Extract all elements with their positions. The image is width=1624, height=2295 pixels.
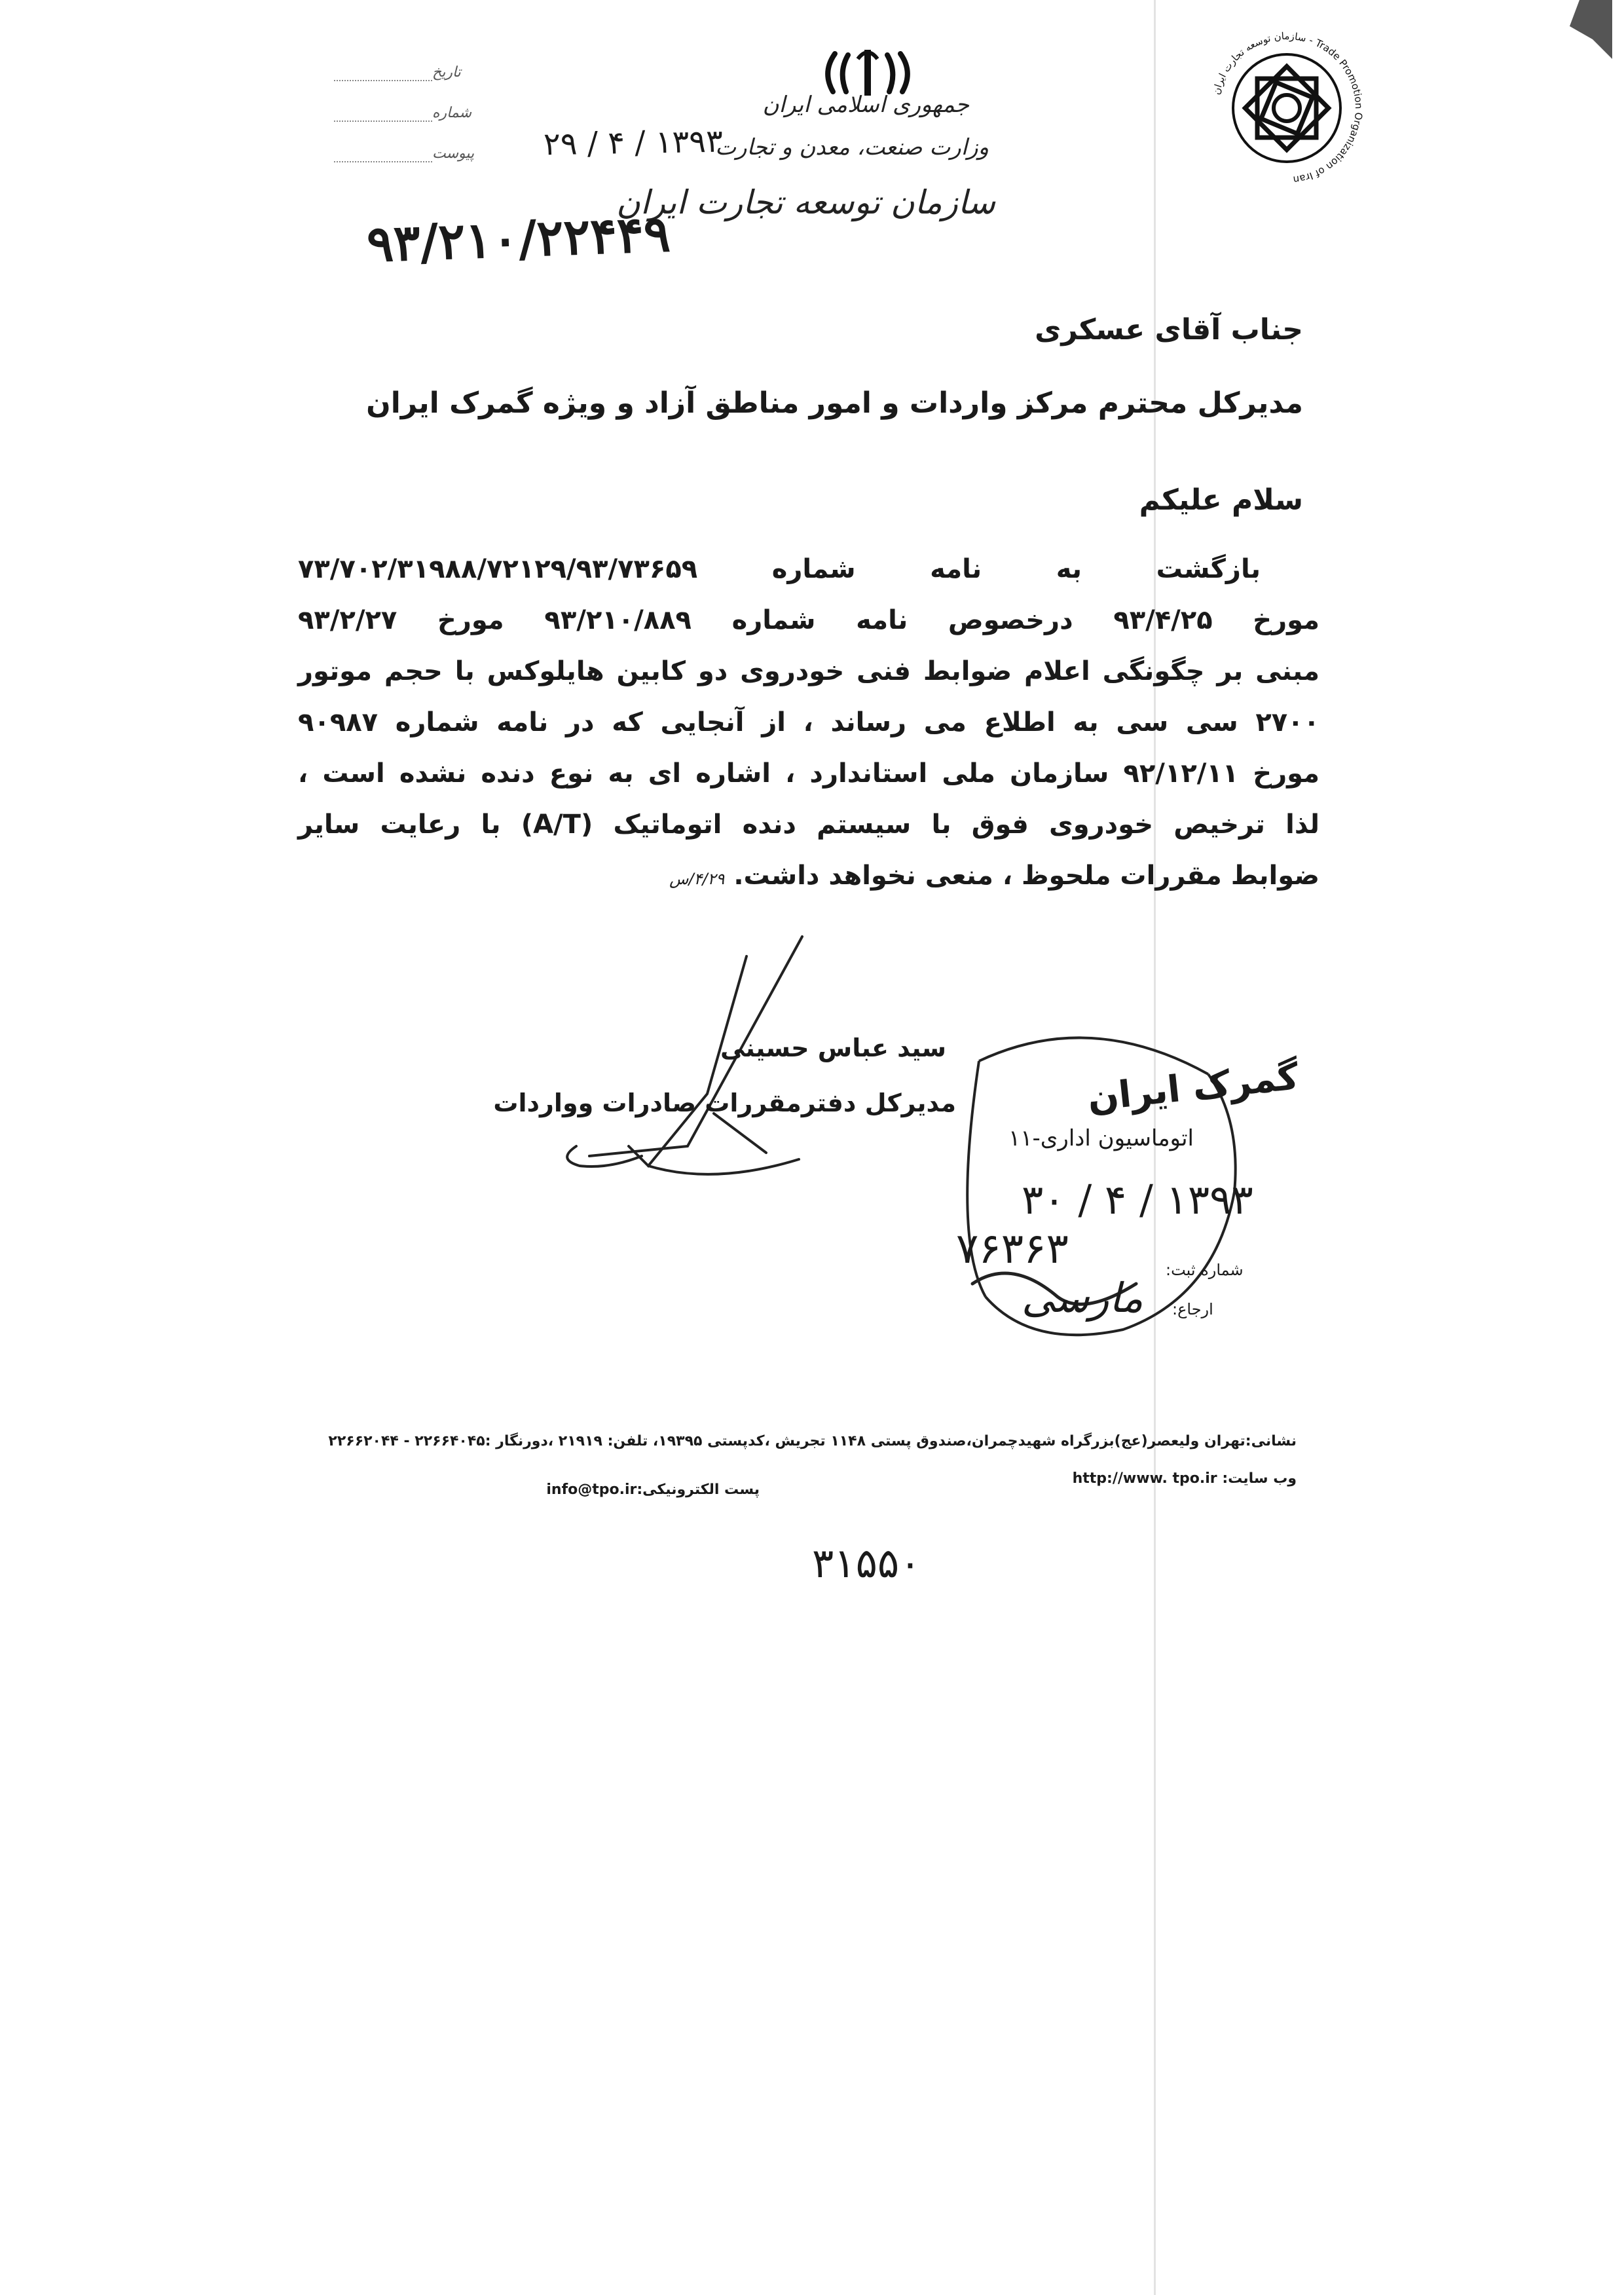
header-country: جمهوری اسلامی ایران xyxy=(762,92,969,118)
stamp-title: گمرک ایران xyxy=(1085,1055,1301,1120)
body-line: مورخ ۹۳/۴/۲۵ درخصوص نامه شماره ۹۳/۲۱۰/۸۸۹ مورخ ۹۳/۲/۲۷ xyxy=(298,605,1320,635)
footer-email xyxy=(546,1482,760,1498)
stamp-registration-label: شماره ثبت: xyxy=(1166,1261,1244,1279)
body-line: لذا ترخیص خودروی فوق با سیستم دنده اتوماتیک (A/T) با رعایت سایر xyxy=(298,810,1320,840)
signatory-name: سید عباس حسینی xyxy=(720,1034,946,1062)
footer-website xyxy=(1073,1470,1297,1487)
addressee-title: مدیرکل محترم مرکز واردات و امور مناطق آزاد و ویژه گمرک ایران xyxy=(366,386,1303,420)
stamp-date: ۱۳۹۳ / ۴ / ۳۰ xyxy=(1022,1176,1253,1223)
number-label: شماره xyxy=(432,105,472,121)
typist-initials: ۴/۲۹/س xyxy=(669,870,725,888)
footer-address: نشانی:تهران ولیعصر(عج)بزرگراه شهیدچمران،صندوق پستی ۱۱۴۸ تجریش ،کدپستی ۱۹۳۹۵، تلفن: ۲۱۹۱۹ ،دورنگار :۲۲۶۶۴۰۴۵ - ۲۲۶۶۲۰۴۴ xyxy=(328,1433,1297,1449)
body-line: مبنی بر چگونگی اعلام ضوابط فنی خودروی دو کابین هایلوکس با حجم موتور xyxy=(298,656,1320,686)
stamp-reference-handwritten: مارسی xyxy=(1022,1274,1143,1322)
signatory-title: مدیرکل دفترمقررات صادرات وواردات xyxy=(493,1089,956,1117)
letter-number-handwritten: ۹۳/۲۱۰/۲۲۴۴۹ xyxy=(365,204,672,274)
page-number-handwritten: ۳۱۵۵۰ xyxy=(812,1539,921,1587)
tpo-logo-text: سازمان توسعه تجارت ایران - Trade Promotion Organization of Iran xyxy=(1210,29,1365,186)
tpo-logo xyxy=(1205,26,1369,190)
website-link[interactable]: http://www. tpo.ir xyxy=(1072,1470,1217,1487)
greeting: سلام علیکم xyxy=(1139,483,1303,517)
stamp-reference-label: ارجاع: xyxy=(1172,1300,1213,1318)
attachment-dots xyxy=(334,161,432,162)
body-line: ۲۷۰۰ سی سی به اطلاع می رساند ، از آنجایی که در نامه شماره ۹۰۹۸۷ xyxy=(298,707,1320,737)
addressee-name: جناب آقای عسکری xyxy=(1035,313,1303,346)
tpo-logo-icon xyxy=(1205,26,1369,190)
stamp-number: ۷۶۳۶۳ xyxy=(956,1225,1069,1273)
email-link[interactable]: info@tpo.ir xyxy=(546,1482,637,1498)
letter-date-handwritten: ۱۳۹۳ / ۴ / ۲۹ xyxy=(543,122,724,163)
scan-corner-mark xyxy=(1566,0,1612,59)
body-line: مورخ ۹۲/۱۲/۱۱ سازمان ملی استاندارد ، اشاره ای به نوع دنده نشده است ، xyxy=(298,758,1320,789)
body-line: بازگشت به نامه شماره ۷۳/۷۰۲/۳۱۹۸۸/۷۲۱۲۹/۹۳/۷۳۶۵۹ xyxy=(298,554,1261,584)
letter-body xyxy=(298,544,1320,905)
body-line-last xyxy=(298,850,1320,905)
number-dots xyxy=(334,121,432,122)
website-label: وب سایت: xyxy=(1222,1470,1297,1487)
iran-emblem-icon xyxy=(819,46,917,98)
email-label: پست الکترونیکی: xyxy=(637,1482,760,1498)
stamp-subtitle: اتوماسیون اداری-۱۱ xyxy=(1008,1125,1194,1151)
body-line: ضوابط مقررات ملحوظ ، منعی نخواهد داشت. xyxy=(733,861,1320,891)
header-ministry: وزارت صنعت، معدن و تجارت xyxy=(715,134,989,160)
header-organization: سازمان توسعه تجارت ایران xyxy=(616,183,995,221)
date-label: تاریخ xyxy=(432,64,461,81)
attachment-label: پیوست xyxy=(432,145,475,162)
date-dots xyxy=(334,80,432,81)
